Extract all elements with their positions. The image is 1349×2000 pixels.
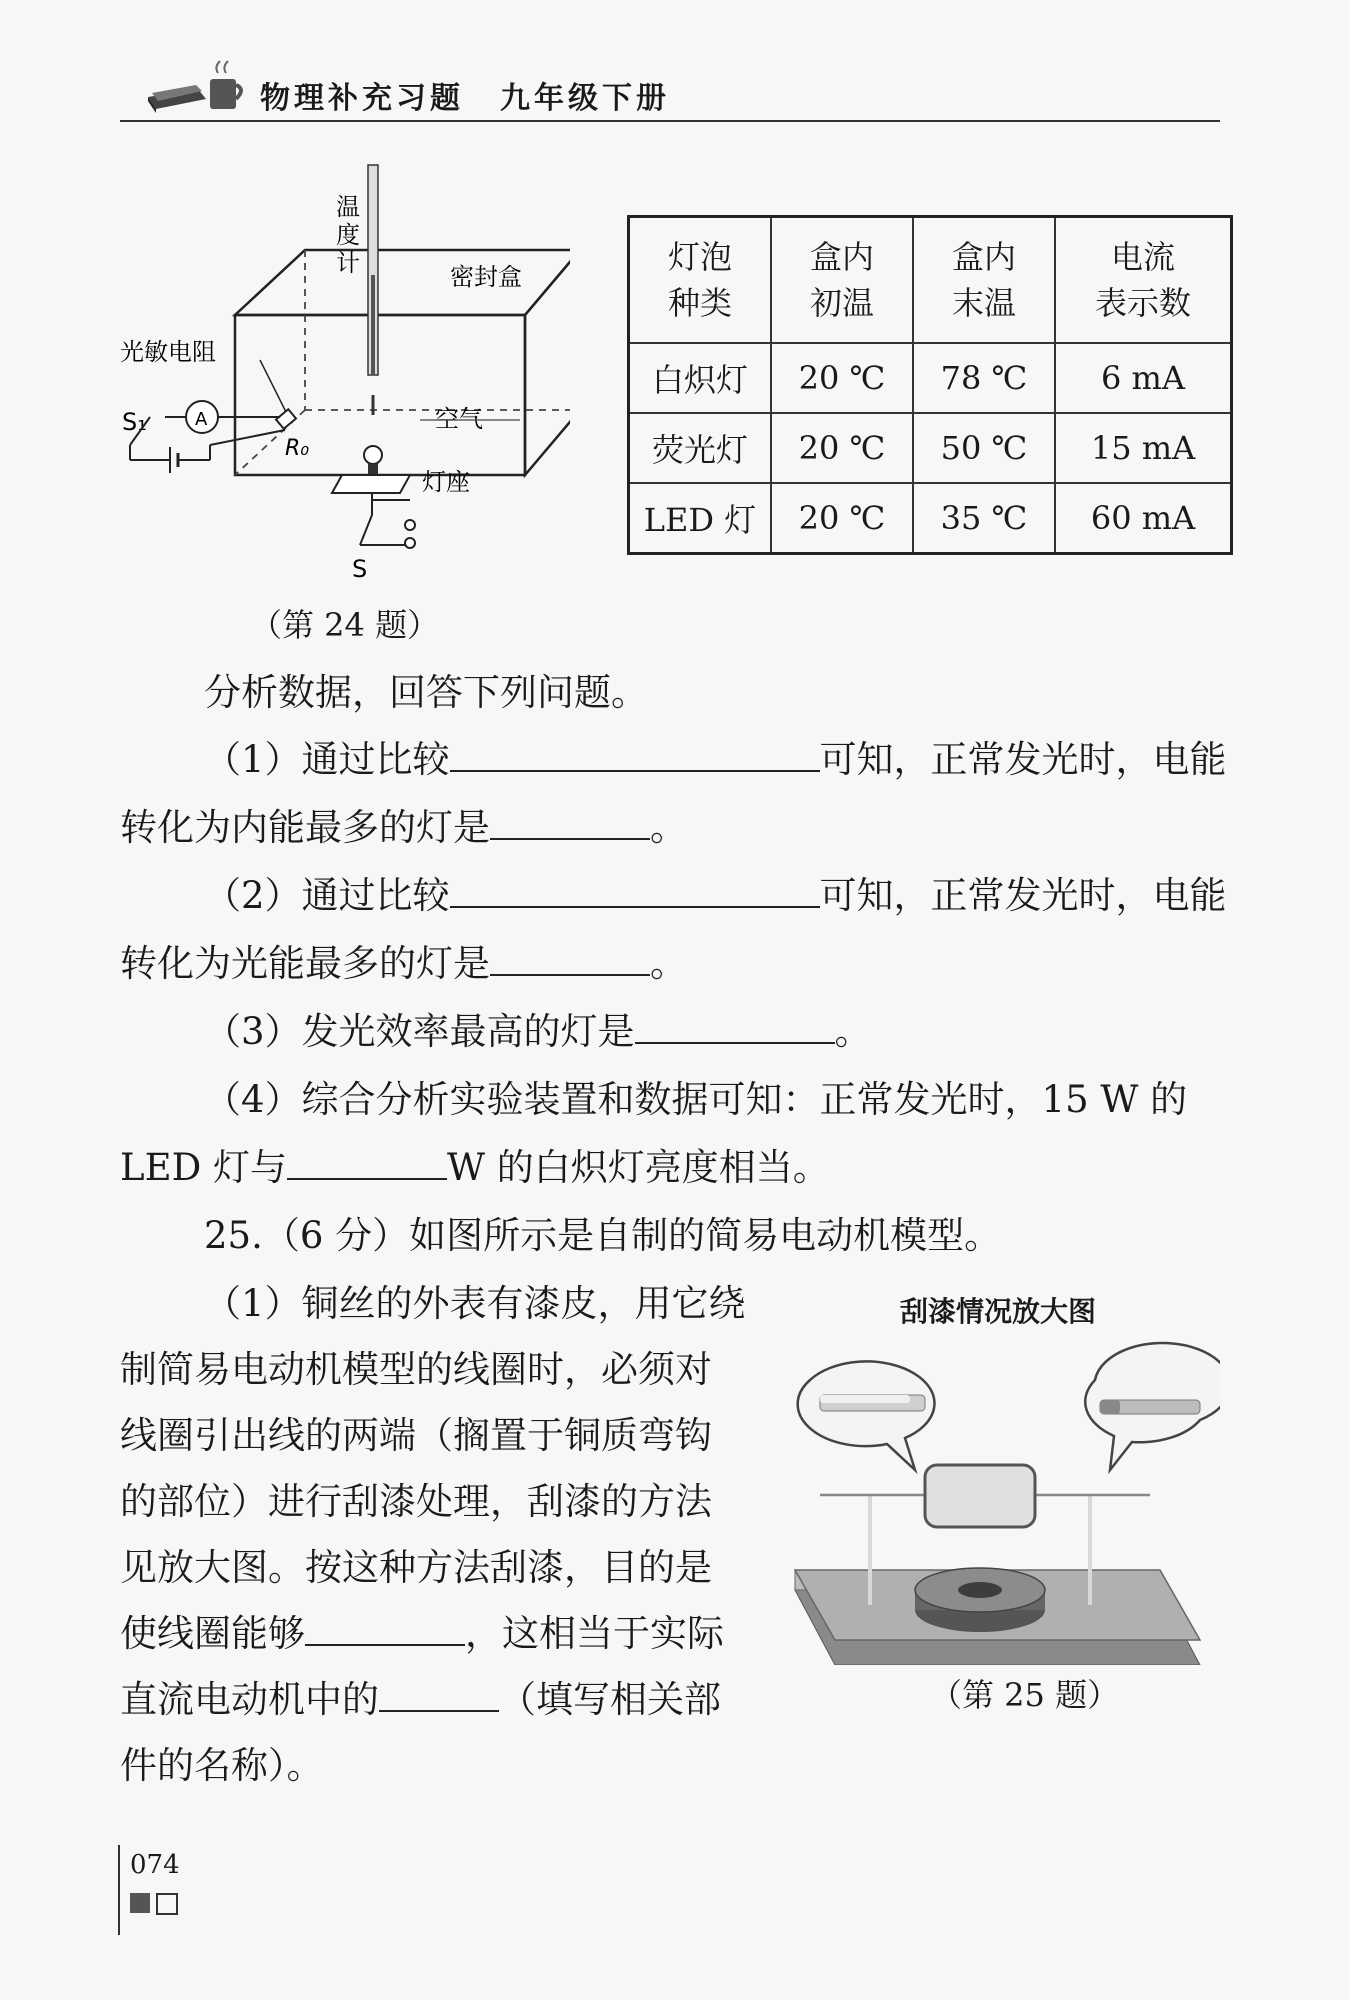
- book-title: 物理补充习题: [260, 81, 464, 116]
- answer-blank[interactable]: [287, 1138, 447, 1180]
- cell-final: 78 ℃: [913, 343, 1055, 413]
- figure-25-title: 刮漆情况放大图: [900, 1295, 1097, 1328]
- book-cup-icon: [140, 53, 250, 117]
- cell-initial: 20 ℃: [771, 483, 913, 554]
- cell-current: 6 mA: [1055, 343, 1232, 413]
- ammeter-label: A: [195, 409, 208, 430]
- lamp-data-table: [627, 215, 1233, 555]
- figure-24-caption: （第 24 题）: [250, 606, 440, 644]
- answer-blank[interactable]: [450, 866, 820, 908]
- grade-label: 九年级下册: [500, 81, 670, 116]
- question-25-1: （1）铜丝的外表有漆皮，用它绕 制简易电动机模型的线圈时，必须对 线圈引出线的两端（搁置于铜质弯钩 的部位）进行刮漆处理，刮漆的方法 见放大图。按这种方法刮漆，目的是 使线圈能够 ，这相当于实际 直流电动机中的 （填写相关部 件的名称）。: [120, 1282, 746, 1787]
- air-label: 空气: [435, 405, 483, 433]
- question-4-cont: LED 灯与 W 的白炽灯亮度相当。: [120, 1135, 1230, 1201]
- answer-blank[interactable]: [450, 730, 820, 772]
- footer-marker-empty: [156, 1893, 178, 1915]
- header-title: [260, 73, 706, 117]
- question-2-cont: 转化为光能最多的灯是 。: [120, 931, 1230, 997]
- page-header: [120, 45, 1220, 122]
- thermometer-label-2: 度: [336, 221, 360, 249]
- intro-text: 分析数据，回答下列问题。: [204, 671, 648, 714]
- answer-blank[interactable]: [635, 1002, 835, 1044]
- cell-lamp: LED 灯: [629, 483, 772, 554]
- question-4: （4）综合分析实验装置和数据可知：正常发光时，15 W 的: [204, 1078, 1188, 1121]
- figure-25-caption: （第 25 题）: [930, 1676, 1120, 1714]
- table-header-row: [629, 217, 1232, 344]
- table-row: [629, 483, 1232, 554]
- answer-blank[interactable]: [490, 798, 650, 840]
- th-current: 电流 表示数: [1055, 217, 1232, 344]
- photoresistor: [276, 409, 296, 428]
- answer-blank[interactable]: [490, 934, 650, 976]
- s-label: S: [352, 555, 368, 583]
- question-25: 25.（6 分）如图所示是自制的简易电动机模型。: [204, 1214, 1002, 1257]
- question-1-cont: 转化为内能最多的灯是 。: [120, 795, 1230, 861]
- cell-current: 15 mA: [1055, 413, 1232, 483]
- thermometer-label-1: 温: [336, 193, 360, 221]
- cell-lamp: 荧光灯: [629, 413, 772, 483]
- coil: [925, 1465, 1035, 1527]
- answer-blank[interactable]: [305, 1604, 465, 1646]
- cell-final: 50 ℃: [913, 413, 1055, 483]
- th-initial-temp: 盒内 初温: [771, 217, 913, 344]
- box-label: 密封盒: [450, 263, 522, 291]
- box-side: [525, 250, 570, 475]
- lamp-socket: [332, 475, 410, 493]
- th-lamp-type: 灯泡 种类: [629, 217, 772, 344]
- s1-label: S₁: [122, 408, 147, 436]
- motor-model-diagram: [780, 1335, 1220, 1665]
- thermometer-label-3: 计: [336, 249, 360, 277]
- page-number: 074: [130, 1850, 180, 1880]
- cell-final: 35 ℃: [913, 483, 1055, 554]
- figure-25: [780, 1290, 1220, 1690]
- question-2: （2）通过比较 可知，正常发光时，电能: [120, 863, 1230, 929]
- bulb: [364, 446, 382, 464]
- th-final-temp: 盒内 末温: [913, 217, 1055, 344]
- experiment-apparatus-diagram: [110, 155, 570, 595]
- question-3: （3）发光效率最高的灯是 。: [120, 999, 1230, 1065]
- socket-label: 灯座: [422, 468, 470, 496]
- footer-marker-filled: [130, 1893, 150, 1913]
- table-row: [629, 343, 1232, 413]
- table-row: [629, 413, 1232, 483]
- cell-initial: 20 ℃: [771, 413, 913, 483]
- figure-24: [110, 155, 570, 595]
- answer-blank[interactable]: [379, 1670, 499, 1712]
- cell-current: 60 mA: [1055, 483, 1232, 554]
- photoresistor-label: 光敏电阻: [120, 338, 216, 366]
- r0-label: R₀: [285, 436, 310, 461]
- question-1: （1）通过比较 可知，正常发光时，电能: [120, 727, 1230, 793]
- footer-divider: [118, 1845, 120, 1935]
- cell-initial: 20 ℃: [771, 343, 913, 413]
- left-zoom-bubble: [798, 1361, 935, 1470]
- cell-lamp: 白炽灯: [629, 343, 772, 413]
